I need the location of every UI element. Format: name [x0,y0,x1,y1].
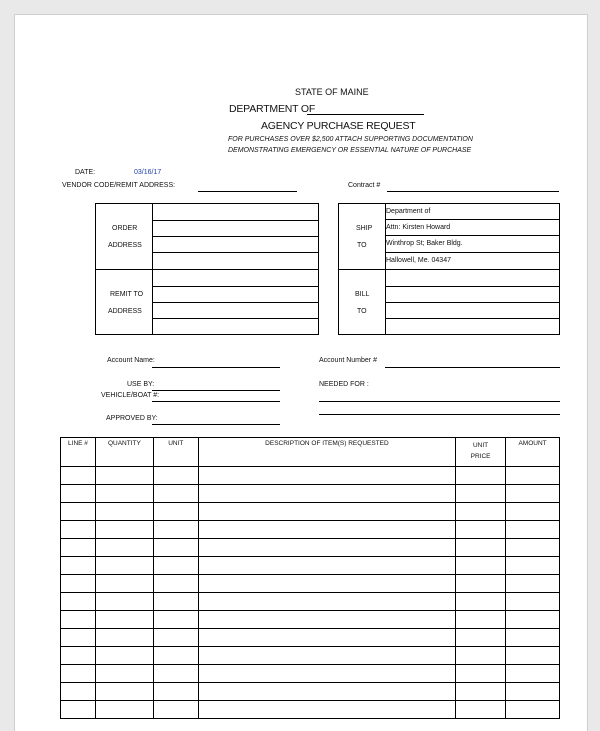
table-row[interactable] [61,701,560,719]
approved-by-label: APPROVED BY: [106,415,158,422]
table-row[interactable] [61,485,560,503]
ship-line-1 [385,219,560,220]
table-row[interactable] [61,683,560,701]
remit-line-1[interactable] [152,286,319,287]
ship-address-4: Hallowell, Me. 04347 [386,257,451,264]
bill-line-2[interactable] [385,302,560,303]
order-line-1[interactable] [152,220,319,221]
use-by-field[interactable] [152,390,280,391]
table-header-row [61,438,560,467]
ship-bill-divider [338,269,560,270]
bill-to-label: TO [357,308,367,315]
order-label: ORDER [112,225,138,232]
ship-label: SHIP [356,225,373,232]
table-row[interactable] [61,503,560,521]
header-quantity: QUANTITY [95,438,153,467]
account-number-label: Account Number # [319,357,377,364]
vendor-label: VENDOR CODE/REMIT ADDRESS: [62,182,176,189]
account-name-field[interactable] [152,367,280,368]
order-remit-divider [95,269,319,270]
remit-label: REMIT TO [110,291,144,298]
ship-address-3: Winthrop St; Baker Bldg. [386,240,463,247]
ship-address-2: Attn: Kirsten Howard [386,224,451,231]
table-row[interactable] [61,665,560,683]
bill-line-1[interactable] [385,286,560,287]
use-by-label: USE BY: [127,381,155,388]
department-line[interactable] [307,114,424,115]
vehicle-label: VEHICLE/BOAT #: [101,392,160,399]
bill-label: BILL [355,291,370,298]
vehicle-field[interactable] [152,401,280,402]
form-title: AGENCY PURCHASE REQUEST [261,120,416,132]
form-page [14,14,588,731]
table-row[interactable] [61,539,560,557]
header-line-number: LINE # [61,438,96,467]
needed-for-line-1[interactable] [319,401,560,402]
header-unit-price: UNIT PRICE [456,438,506,467]
table-row[interactable] [61,629,560,647]
department-heading: DEPARTMENT OF [229,103,316,115]
header-note-1: FOR PURCHASES OVER $2,500 ATTACH SUPPORTING DOCUMENTATION [228,136,473,143]
contract-field[interactable] [387,191,559,192]
header-amount: AMOUNT [506,438,560,467]
contract-label: Contract # [348,182,381,189]
remit-line-2[interactable] [152,302,319,303]
header-note-2: DEMONSTRATING EMERGENCY OR ESSENTIAL NATURE OF PURCHASE [228,147,472,154]
items-table [60,437,560,719]
ship-address-1: Department of [386,208,431,215]
ship-to-label: TO [357,242,367,249]
bill-line-3[interactable] [385,318,560,319]
date-label: DATE: [75,169,96,176]
order-address-label: ADDRESS [108,242,142,249]
table-row[interactable] [61,467,560,485]
table-row[interactable] [61,575,560,593]
table-row[interactable] [61,557,560,575]
vendor-field[interactable] [198,191,297,192]
order-line-2[interactable] [152,236,319,237]
header-description: DESCRIPTION OF ITEM(S) REQUESTED [198,438,455,467]
header-unit: UNIT [153,438,198,467]
ship-line-2 [385,235,560,236]
state-heading: STATE OF MAINE [295,87,369,97]
table-row[interactable] [61,647,560,665]
remit-address-label: ADDRESS [108,308,142,315]
needed-for-line-2[interactable] [319,414,560,415]
account-name-label: Account Name: [107,357,155,364]
order-line-3[interactable] [152,252,319,253]
account-number-field[interactable] [385,367,560,368]
ship-line-3 [385,252,560,253]
needed-for-label: NEEDED FOR : [319,381,369,388]
remit-line-3[interactable] [152,318,319,319]
table-row[interactable] [61,593,560,611]
approved-by-field[interactable] [152,424,280,425]
table-row[interactable] [61,521,560,539]
date-value[interactable]: 03/16/17 [134,169,162,176]
table-row[interactable] [61,611,560,629]
